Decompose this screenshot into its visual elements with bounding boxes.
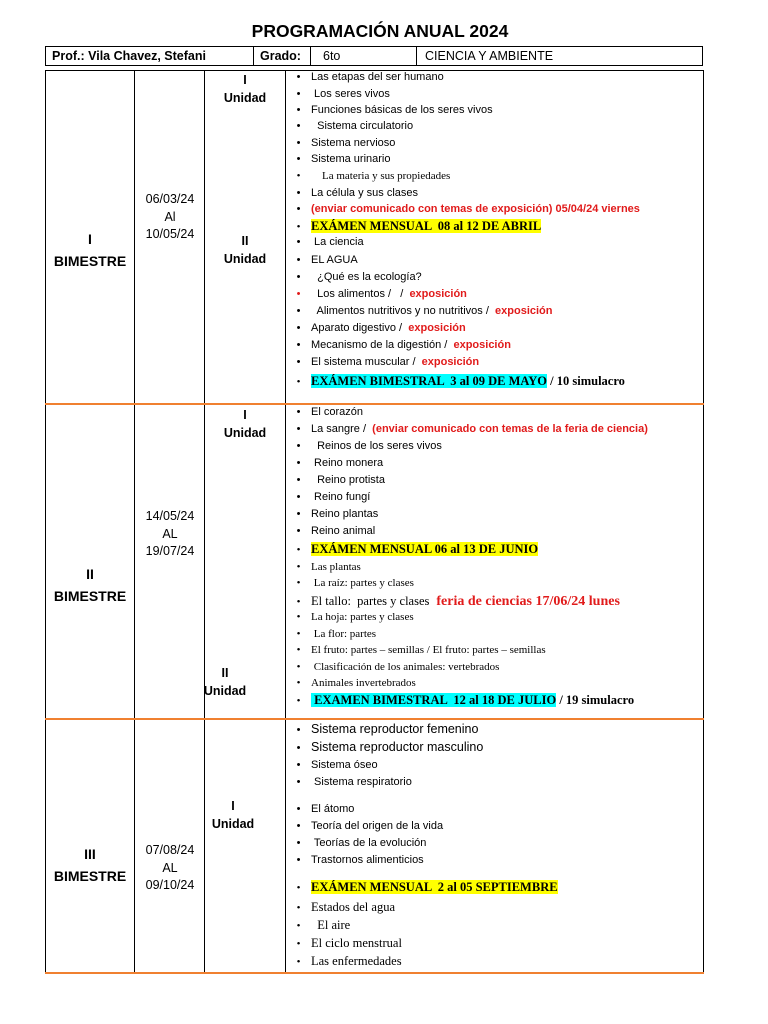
bullet-icon: • bbox=[296, 120, 301, 132]
list-item bbox=[286, 339, 511, 351]
bullet-icon: • bbox=[296, 644, 301, 656]
list-item bbox=[286, 854, 424, 866]
item-text: La flor: partes bbox=[311, 628, 377, 640]
list-item bbox=[286, 628, 376, 640]
list-item bbox=[286, 71, 444, 83]
date-range: 14/05/24 AL 19/07/24 bbox=[145, 509, 195, 558]
bimestre-label: I BIMESTRE bbox=[53, 231, 127, 269]
bullet-icon: • bbox=[296, 724, 301, 736]
list-item bbox=[286, 525, 375, 537]
bullet-icon: • bbox=[296, 902, 301, 914]
list-item bbox=[286, 120, 413, 132]
list-item bbox=[286, 457, 383, 469]
bullet-icon: • bbox=[296, 170, 301, 182]
item-text: Las etapas del ser humano bbox=[311, 71, 444, 83]
grade-value: 6to bbox=[323, 49, 341, 63]
list-item bbox=[286, 677, 416, 689]
list-item bbox=[286, 759, 378, 771]
teacher-name: Prof.: Vila Chavez, Stefani bbox=[52, 49, 206, 63]
list-item bbox=[286, 88, 390, 100]
grade-label: Grado: bbox=[260, 49, 301, 63]
list-item bbox=[286, 644, 546, 656]
list-item bbox=[286, 954, 402, 969]
item-text: Sistema reproductor masculino bbox=[311, 740, 484, 754]
item-text: El átomo bbox=[311, 803, 355, 815]
item-text: El fruto: partes – semillas / El fruto: partes – semillas bbox=[311, 644, 546, 656]
item-text: El sistema muscular / bbox=[311, 356, 416, 368]
bullet-icon: • bbox=[296, 854, 301, 866]
item-note: exposición bbox=[415, 356, 480, 368]
list-item bbox=[286, 594, 620, 610]
schedule-table bbox=[45, 70, 704, 974]
item-text: Trastornos alimenticios bbox=[311, 854, 424, 866]
item-text: EXÁMEN MENSUAL 08 al 12 DE ABRIL bbox=[311, 219, 542, 233]
item-note: exposición bbox=[402, 322, 466, 334]
bimestre-label: III BIMESTRE bbox=[53, 846, 127, 884]
bullet-icon: • bbox=[296, 820, 301, 832]
page-title: PROGRAMACIÓN ANUAL 2024 bbox=[251, 21, 509, 41]
list-item bbox=[286, 542, 538, 557]
bullet-icon: • bbox=[296, 628, 301, 640]
list-item bbox=[286, 880, 558, 895]
bullet-icon: • bbox=[296, 339, 301, 351]
bullet-icon: • bbox=[296, 322, 301, 334]
bullet-icon: • bbox=[296, 938, 301, 950]
bullet-icon: • bbox=[296, 491, 301, 503]
bullet-icon: • bbox=[296, 661, 301, 673]
item-text: La ciencia bbox=[311, 236, 364, 248]
list-item bbox=[286, 918, 350, 933]
list-item bbox=[286, 170, 450, 182]
list-item bbox=[286, 936, 402, 951]
bullet-icon: • bbox=[296, 71, 301, 83]
bullet-icon: • bbox=[296, 236, 301, 248]
bullet-icon: • bbox=[296, 221, 301, 233]
list-item bbox=[286, 288, 467, 300]
bullet-icon: • bbox=[296, 803, 301, 815]
item-text: Estados del agua bbox=[311, 900, 396, 914]
list-item bbox=[286, 508, 378, 520]
bullet-icon: • bbox=[296, 406, 301, 418]
item-text: Sistema nervioso bbox=[311, 137, 396, 149]
bullet-icon: • bbox=[296, 423, 301, 435]
item-text: Reino animal bbox=[311, 525, 376, 537]
header-row bbox=[45, 46, 703, 66]
list-item bbox=[286, 740, 483, 754]
item-text: Reinos de los seres vivos bbox=[311, 440, 442, 452]
bullet-icon: • bbox=[296, 203, 301, 215]
list-item bbox=[286, 137, 395, 149]
list-item bbox=[286, 322, 466, 334]
bimestre-label: II BIMESTRE bbox=[53, 566, 127, 604]
item-text: El ciclo menstrual bbox=[311, 936, 402, 950]
item-text: EXAMEN BIMESTRAL 12 al 18 DE JULIO bbox=[311, 693, 557, 707]
item-suffix: / 19 simulacro bbox=[556, 693, 635, 707]
list-item bbox=[286, 577, 414, 589]
row-divider bbox=[45, 403, 704, 405]
item-text: Sistema reproductor femenino bbox=[311, 722, 479, 736]
item-text: Aparato digestivo / bbox=[311, 322, 403, 334]
bullet-icon: • bbox=[296, 88, 301, 100]
item-text: EXÁMEN MENSUAL 06 al 13 DE JUNIO bbox=[311, 542, 539, 556]
item-text: Sistema circulatorio bbox=[311, 120, 414, 132]
bullet-icon: • bbox=[296, 561, 301, 573]
bullet-icon: • bbox=[296, 356, 301, 368]
bullet-icon: • bbox=[296, 695, 301, 707]
list-item bbox=[286, 219, 541, 234]
row-divider bbox=[45, 972, 704, 974]
bullet-icon: • bbox=[296, 837, 301, 849]
item-text: EL AGUA bbox=[311, 254, 358, 266]
list-item bbox=[286, 693, 634, 708]
unit-label: I Unidad bbox=[223, 73, 267, 105]
item-text: La célula y sus clases bbox=[311, 187, 418, 199]
list-item bbox=[286, 203, 640, 215]
item-text: Reino protista bbox=[311, 474, 385, 486]
item-note: exposición bbox=[403, 288, 467, 300]
unit-label: I Unidad bbox=[223, 408, 267, 440]
bullet-icon: • bbox=[296, 153, 301, 165]
list-item bbox=[286, 153, 390, 165]
item-text: La raíz: partes y clases bbox=[311, 577, 414, 589]
date-range: 06/03/24 Al 10/05/24 bbox=[145, 192, 195, 241]
bullet-icon: • bbox=[296, 137, 301, 149]
item-suffix: / 10 simulacro bbox=[547, 374, 625, 388]
list-item bbox=[286, 356, 479, 368]
item-text: Reino plantas bbox=[311, 508, 379, 520]
bullet-icon: • bbox=[296, 920, 301, 932]
item-text: EXÁMEN MENSUAL 2 al 05 SEPTIEMBRE bbox=[311, 880, 558, 894]
bullet-icon: • bbox=[296, 742, 301, 754]
item-note: feria de ciencias 17/06/24 lunes bbox=[429, 594, 620, 609]
list-item bbox=[286, 722, 478, 736]
item-text: La sangre / bbox=[311, 423, 367, 435]
date-range: 07/08/24 AL 09/10/24 bbox=[145, 843, 195, 892]
unit-label: II Unidad bbox=[223, 234, 267, 266]
list-item bbox=[286, 803, 354, 815]
list-item bbox=[286, 661, 499, 673]
item-note: exposición bbox=[447, 339, 511, 351]
bullet-icon: • bbox=[296, 288, 301, 300]
list-item bbox=[286, 374, 625, 389]
list-item bbox=[286, 440, 442, 452]
item-text: Mecanismo de la digestión / bbox=[311, 339, 448, 351]
list-item bbox=[286, 423, 648, 435]
item-text: Alimentos nutritivos y no nutritivos / bbox=[311, 305, 489, 317]
bullet-icon: • bbox=[296, 525, 301, 537]
bullet-icon: • bbox=[296, 508, 301, 520]
list-item bbox=[286, 254, 358, 266]
bullet-icon: • bbox=[296, 254, 301, 266]
bullet-icon: • bbox=[296, 759, 301, 771]
item-text: Sistema óseo bbox=[311, 759, 378, 771]
item-text: Los seres vivos bbox=[311, 88, 390, 100]
list-item bbox=[286, 305, 553, 317]
item-text: El corazón bbox=[311, 406, 363, 418]
item-text: La materia y sus propiedades bbox=[311, 170, 451, 182]
list-item bbox=[286, 837, 426, 849]
item-text: ¿Qué es la ecología? bbox=[311, 271, 422, 283]
item-note: exposición bbox=[488, 305, 553, 317]
list-item bbox=[286, 900, 395, 915]
list-item bbox=[286, 104, 493, 116]
bullet-icon: • bbox=[296, 104, 301, 116]
item-text: La hoja: partes y clases bbox=[311, 611, 414, 623]
item-text: Reino fungí bbox=[311, 491, 371, 503]
list-item bbox=[286, 491, 370, 503]
row-divider bbox=[45, 718, 704, 720]
bullet-icon: • bbox=[296, 956, 301, 968]
item-text: Sistema respiratorio bbox=[311, 776, 412, 788]
bullet-icon: • bbox=[296, 596, 301, 608]
item-text: Las enfermedades bbox=[311, 954, 402, 968]
list-item bbox=[286, 561, 361, 573]
bullet-icon: • bbox=[296, 677, 301, 689]
list-item bbox=[286, 271, 422, 283]
bullet-icon: • bbox=[296, 474, 301, 486]
item-text: (enviar comunicado con temas de exposición) 05/04/24 viernes bbox=[311, 203, 640, 215]
bullet-icon: • bbox=[296, 271, 301, 283]
bullet-icon: • bbox=[296, 440, 301, 452]
item-text: Sistema urinario bbox=[311, 153, 391, 165]
item-text: Teoría del origen de la vida bbox=[311, 820, 444, 832]
bullet-icon: • bbox=[296, 305, 301, 317]
bullet-icon: • bbox=[296, 376, 301, 388]
list-item bbox=[286, 776, 412, 788]
item-text: Funciones básicas de los seres vivos bbox=[311, 104, 493, 116]
item-note: (enviar comunicado con temas de la feria de ciencia) bbox=[366, 423, 648, 435]
bullet-icon: • bbox=[296, 544, 301, 556]
list-item bbox=[286, 187, 418, 199]
item-text: Las plantas bbox=[311, 561, 361, 573]
item-text: El tallo: partes y clases bbox=[311, 594, 430, 608]
bullet-icon: • bbox=[296, 577, 301, 589]
bullet-icon: • bbox=[296, 187, 301, 199]
item-text: Clasificación de los animales: vertebrados bbox=[311, 661, 500, 673]
list-item bbox=[286, 820, 443, 832]
list-item bbox=[286, 406, 363, 418]
bullet-icon: • bbox=[296, 457, 301, 469]
item-text: El aire bbox=[311, 918, 351, 932]
list-item bbox=[286, 611, 414, 623]
item-text: Los alimentos / / bbox=[311, 288, 404, 300]
list-item bbox=[286, 474, 385, 486]
subject-name: CIENCIA Y AMBIENTE bbox=[425, 49, 554, 63]
unit-label: II Unidad bbox=[203, 666, 247, 698]
item-text: EXÁMEN BIMESTRAL 3 al 09 DE MAYO bbox=[311, 374, 548, 388]
item-text: Teorías de la evolución bbox=[311, 837, 427, 849]
item-text: Animales invertebrados bbox=[311, 677, 416, 689]
item-text: Reino monera bbox=[311, 457, 384, 469]
bullet-icon: • bbox=[296, 882, 301, 894]
bullet-icon: • bbox=[296, 611, 301, 623]
bullet-icon: • bbox=[296, 776, 301, 788]
list-item bbox=[286, 236, 364, 248]
unit-label: I Unidad bbox=[211, 799, 255, 831]
